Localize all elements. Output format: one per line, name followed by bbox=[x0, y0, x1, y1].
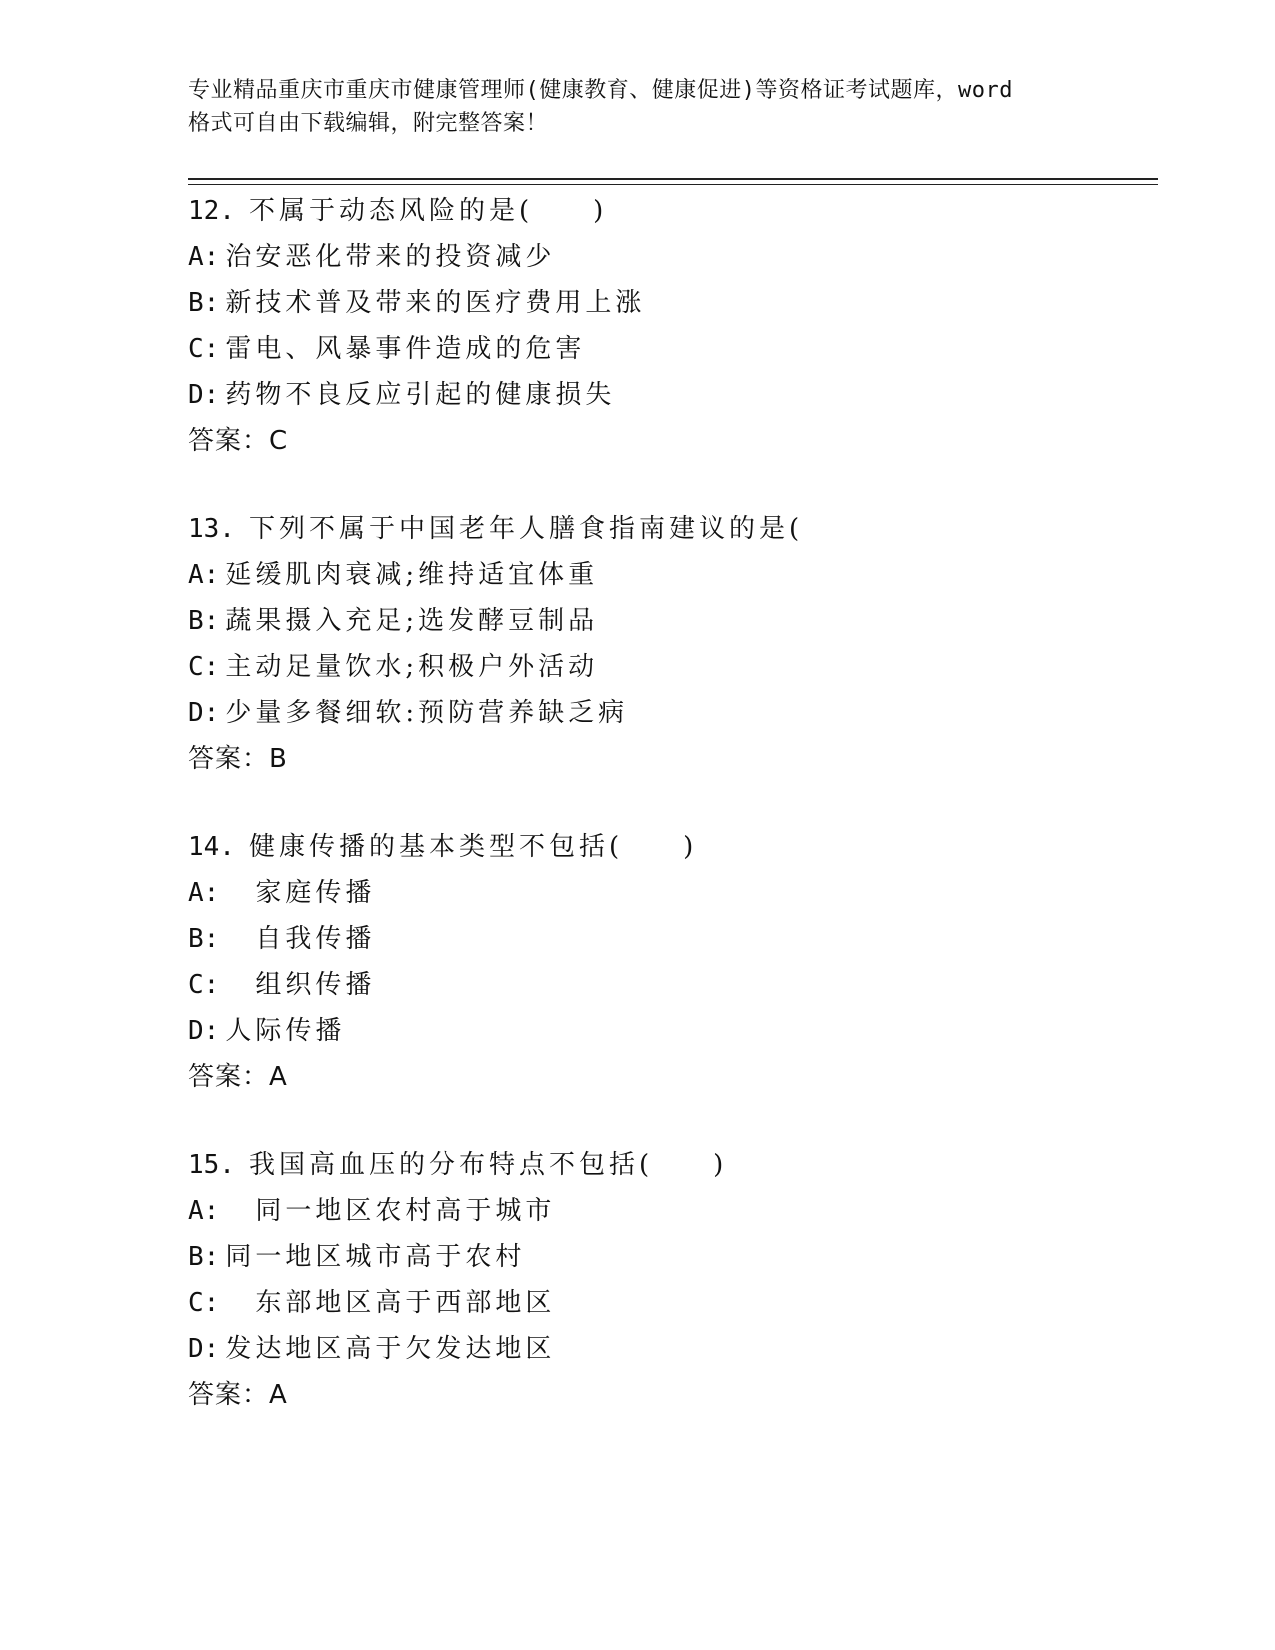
answer-line: 答案：B bbox=[188, 744, 288, 774]
option-text: 新技术普及带来的医疗费用上涨 bbox=[225, 288, 646, 318]
option-b bbox=[188, 916, 1168, 962]
option-c bbox=[188, 1280, 1168, 1326]
option-text: 家庭传播 bbox=[225, 878, 376, 908]
question-stem bbox=[188, 506, 1168, 552]
option-a bbox=[188, 234, 1168, 280]
question-number: 13. bbox=[188, 514, 235, 544]
option-text: 雷电、风暴事件造成的危害 bbox=[225, 334, 586, 364]
option-a bbox=[188, 870, 1168, 916]
option-d bbox=[188, 1008, 1168, 1054]
option-b bbox=[188, 598, 1168, 644]
question-text: 我国高血压的分布特点不包括( ) bbox=[248, 1150, 728, 1180]
document-header bbox=[188, 74, 1088, 140]
option-letter: A: bbox=[188, 560, 220, 590]
option-c bbox=[188, 326, 1168, 372]
option-letter: A: bbox=[188, 1196, 220, 1226]
option-text: 发达地区高于欠发达地区 bbox=[225, 1334, 556, 1364]
option-letter: D: bbox=[188, 380, 220, 410]
question-text: 下列不属于中国老年人膳食指南建议的是( bbox=[248, 514, 804, 544]
option-c bbox=[188, 962, 1168, 1008]
option-a bbox=[188, 552, 1168, 598]
option-letter: C: bbox=[188, 1288, 220, 1318]
option-letter: A: bbox=[188, 878, 220, 908]
question-block bbox=[188, 1142, 1168, 1418]
question-number: 15. bbox=[188, 1150, 235, 1180]
option-text: 延缓肌肉衰减;维持适宜体重 bbox=[225, 560, 599, 590]
option-letter: B: bbox=[188, 1242, 220, 1272]
option-letter: B: bbox=[188, 924, 220, 954]
option-letter: B: bbox=[188, 288, 220, 318]
option-letter: C: bbox=[188, 652, 220, 682]
option-c bbox=[188, 644, 1168, 690]
question-number: 12. bbox=[188, 196, 235, 226]
answer-line: 答案：C bbox=[188, 426, 289, 456]
question-block bbox=[188, 824, 1168, 1100]
header-line-2: 格式可自由下载编辑，附完整答案！ bbox=[188, 111, 549, 136]
answer-line: 答案：A bbox=[188, 1380, 288, 1410]
option-text: 少量多餐细软:预防营养缺乏病 bbox=[225, 698, 629, 728]
option-letter: C: bbox=[188, 970, 220, 1000]
option-letter: D: bbox=[188, 698, 220, 728]
option-text: 治安恶化带来的投资减少 bbox=[225, 242, 556, 272]
option-text: 主动足量饮水;积极户外活动 bbox=[225, 652, 599, 682]
question-block bbox=[188, 506, 1168, 782]
option-a bbox=[188, 1188, 1168, 1234]
question-block bbox=[188, 188, 1168, 464]
option-letter: D: bbox=[188, 1016, 220, 1046]
option-text: 药物不良反应引起的健康损失 bbox=[225, 380, 616, 410]
option-d bbox=[188, 690, 1168, 736]
option-text: 同一地区农村高于城市 bbox=[225, 1196, 556, 1226]
option-text: 人际传播 bbox=[225, 1016, 346, 1046]
header-divider-thin bbox=[188, 184, 1158, 185]
option-d bbox=[188, 372, 1168, 418]
question-list bbox=[188, 188, 1168, 1460]
option-letter: D: bbox=[188, 1334, 220, 1364]
question-text: 健康传播的基本类型不包括( ) bbox=[248, 832, 698, 862]
option-letter: B: bbox=[188, 606, 220, 636]
answer-line: 答案：A bbox=[188, 1062, 288, 1092]
option-text: 同一地区城市高于农村 bbox=[225, 1242, 526, 1272]
option-b bbox=[188, 280, 1168, 326]
option-text: 自我传播 bbox=[225, 924, 376, 954]
option-letter: C: bbox=[188, 334, 220, 364]
question-stem bbox=[188, 188, 1168, 234]
header-line-1: 专业精品重庆市重庆市健康管理师(健康教育、健康促进)等资格证考试题库，word bbox=[188, 78, 1013, 103]
option-b bbox=[188, 1234, 1168, 1280]
option-letter: A: bbox=[188, 242, 220, 272]
question-text: 不属于动态风险的是( ) bbox=[248, 196, 608, 226]
question-number: 14. bbox=[188, 832, 235, 862]
option-text: 东部地区高于西部地区 bbox=[225, 1288, 556, 1318]
option-text: 蔬果摄入充足;选发酵豆制品 bbox=[225, 606, 599, 636]
question-stem bbox=[188, 1142, 1168, 1188]
option-d bbox=[188, 1326, 1168, 1372]
option-text: 组织传播 bbox=[225, 970, 376, 1000]
header-divider-thick bbox=[188, 178, 1158, 180]
question-stem bbox=[188, 824, 1168, 870]
